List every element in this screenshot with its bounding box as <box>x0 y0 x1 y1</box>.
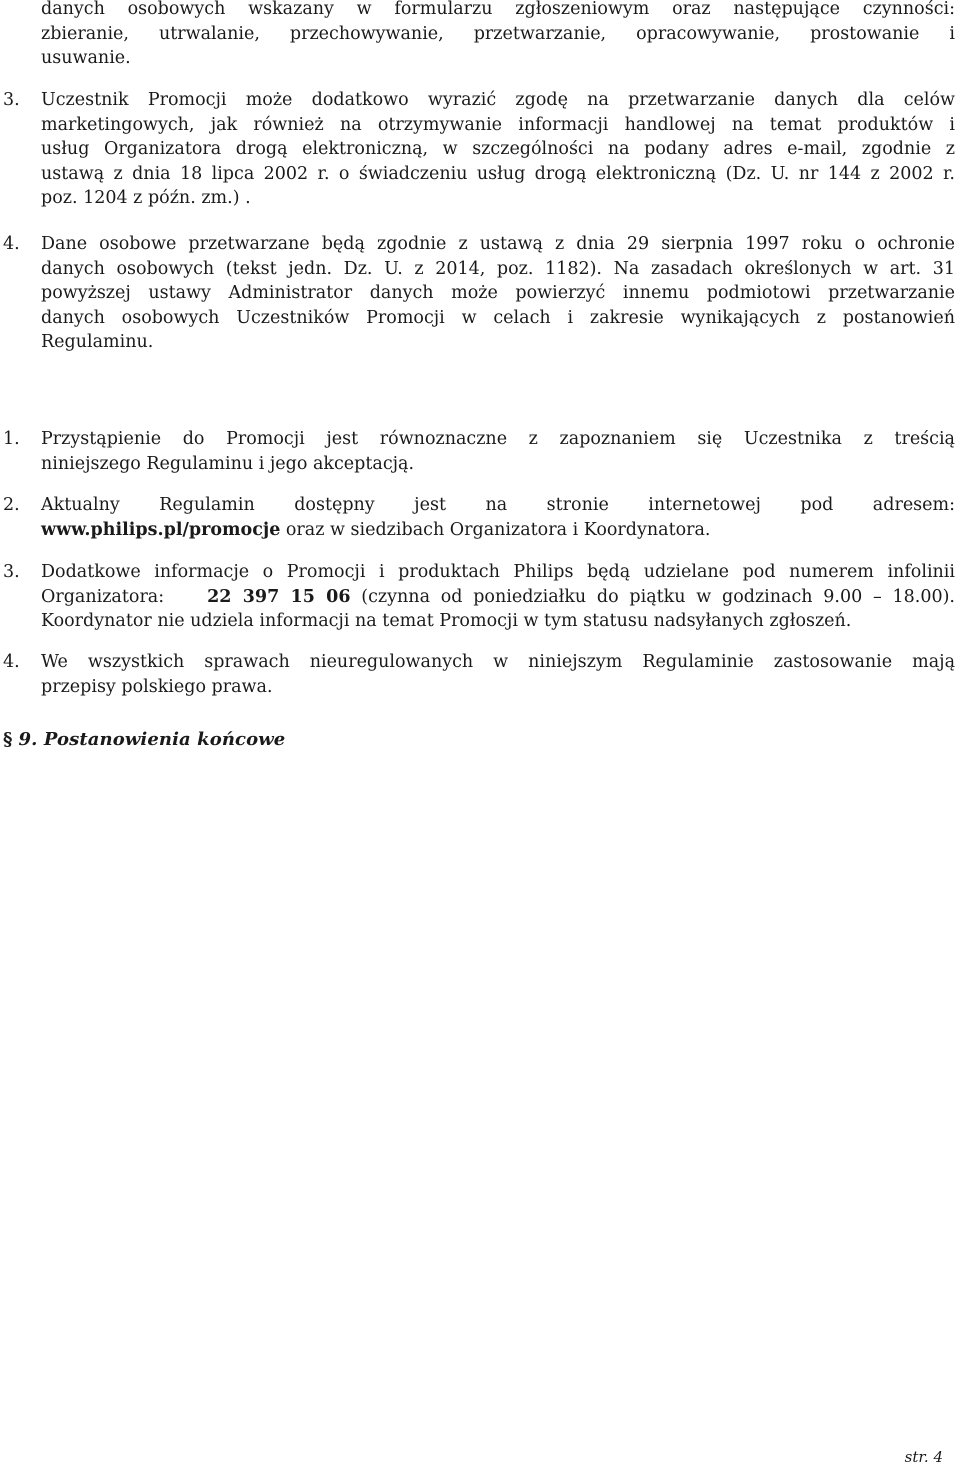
text-line: danych osobowych (tekst jedn. Dz. U. z 2014, poz. 1182). Na zasadach określonych w art. 31 <box>41 258 955 279</box>
final-item-1 <box>41 427 955 476</box>
privacy-item-3 <box>41 88 955 211</box>
section-sign: § <box>3 729 13 750</box>
section-title: 9. Postanowienia końcowe <box>18 729 286 750</box>
text-line: Aktualny Regulamin dostępny jest na stronie internetowej pod adresem: <box>41 495 955 515</box>
text-line: danych osobowych wskazany w formularzu zgłoszeniowym oraz następujące czynności: <box>41 0 955 19</box>
text-line: We wszystkich sprawach nieuregulowanych w niniejszym Regulaminie zastosowanie mają <box>41 652 955 672</box>
list-number: 4. <box>3 652 20 672</box>
text-line: danych osobowych Uczestników Promocji w celach i zakresie wynikających z postanowień <box>41 307 955 328</box>
section-heading <box>3 727 285 753</box>
text-line: marketingowych, jak również na otrzymywanie informacji handlowej na temat produktów i <box>41 114 955 135</box>
text-line: przepisy polskiego prawa. <box>41 676 273 697</box>
text-line: niniejszego Regulaminu i jego akceptacją. <box>41 453 415 474</box>
text-line: zbieranie, utrwalanie, przechowywanie, przetwarzanie, opracowywanie, prostowanie i <box>41 23 955 44</box>
final-item-2 <box>41 493 955 542</box>
list-number: 1. <box>3 429 20 449</box>
text-line: poz. 1204 z późn. zm.) . <box>41 188 251 208</box>
text-line: Dane osobowe przetwarzane będą zgodnie z ustawą z dnia 29 sierpnia 1997 roku o ochronie <box>41 234 955 254</box>
list-number: 4. <box>3 234 20 254</box>
list-number: 3. <box>3 90 20 110</box>
final-item-4 <box>41 650 955 699</box>
text-line: Regulaminu. <box>41 332 154 352</box>
final-item-3 <box>41 560 955 634</box>
text-line: Uczestnik Promocji może dodatkowo wyrazić zgodę na przetwarzanie danych dla celów <box>41 90 955 110</box>
text-line: Dodatkowe informacje o Promocji i produktach Philips będą udzielane pod numerem infolinii <box>41 562 955 582</box>
hotline-number: 22 397 15 06 <box>207 586 351 607</box>
text-line: Koordynator nie udziela informacji na temat Promocji w tym statusu nadsyłanych zgłoszeń. <box>41 611 852 631</box>
text-line: usuwanie. <box>41 48 131 68</box>
text-line: powyższej ustawy Administrator danych może powierzyć innemu podmiotowi przetwarzanie <box>41 283 955 303</box>
list-number: 2. <box>3 495 20 515</box>
text-fragment: oraz w siedzibach Organizatora i Koordynatora. <box>280 519 711 540</box>
page-number: str. 4 <box>904 1448 943 1466</box>
text-line <box>41 585 955 610</box>
text-fragment: (czynna od poniedziałku do piątku w godzinach 9.00 – 18.00). <box>361 586 955 607</box>
text-line: usług Organizatora drogą elektroniczną, w szczególności na podany adres e-mail, zgodnie z <box>41 139 955 159</box>
text-fragment: Organizatora: <box>41 586 165 607</box>
privacy-item-4 <box>41 232 955 355</box>
regulations-link[interactable]: www.philips.pl/promocje <box>41 519 281 540</box>
list-number: 3. <box>3 562 20 582</box>
intro-paragraph <box>41 0 955 71</box>
text-line <box>41 518 955 543</box>
text-line: ustawą z dnia 18 lipca 2002 r. o świadczeniu usług drogą elektroniczną (Dz. U. nr 144 z 2002 r. <box>41 163 955 184</box>
text-line: Przystąpienie do Promocji jest równoznaczne z zapoznaniem się Uczestnika z treścią <box>41 429 955 449</box>
